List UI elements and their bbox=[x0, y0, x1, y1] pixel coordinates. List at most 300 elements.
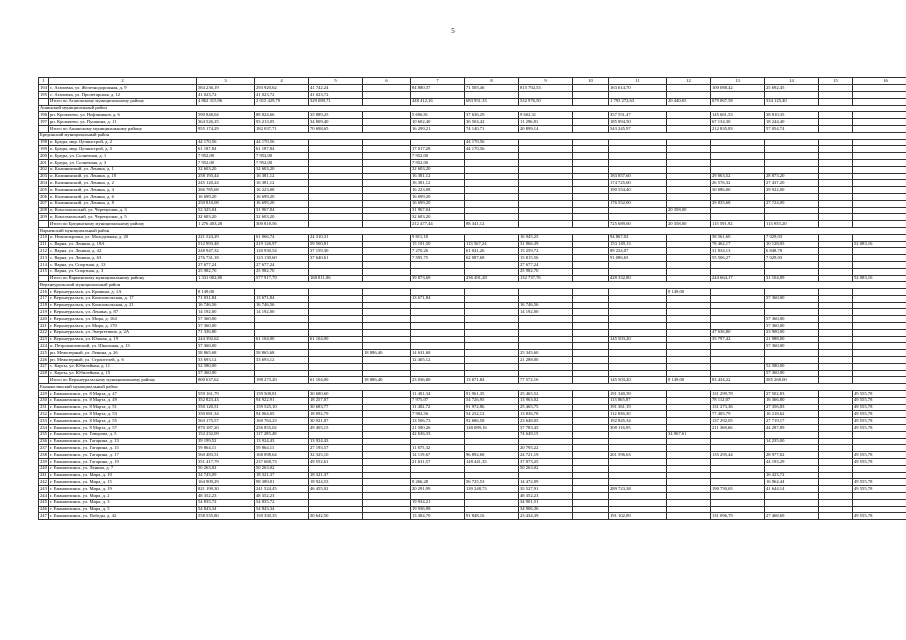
amount-cell bbox=[819, 275, 853, 282]
amount-cell: 248 947,32 bbox=[197, 248, 255, 255]
amount-cell: 150 330,35 bbox=[255, 513, 309, 520]
amount-cell bbox=[363, 119, 411, 126]
amount-cell: 27 468,69 bbox=[765, 513, 819, 520]
amount-cell: 31 066,39 bbox=[519, 241, 573, 248]
address-cell: с. Карсы, ул. Юбилейная, д. 11 bbox=[49, 363, 197, 370]
amount-cell: 78 462,17 bbox=[711, 241, 765, 248]
amount-cell bbox=[667, 452, 711, 459]
amount-cell: 112 836,30 bbox=[609, 411, 667, 418]
amount-cell: 49 555,78 bbox=[853, 425, 906, 432]
amount-cell bbox=[573, 329, 609, 336]
address-cell: рп. Межозерный, ул. Строителей, д. 6 bbox=[49, 357, 197, 364]
amount-cell bbox=[853, 316, 906, 323]
amount-cell: 25 465,52 bbox=[519, 391, 573, 398]
amount-cell: 191 102,89 bbox=[609, 513, 667, 520]
amount-cell bbox=[573, 98, 609, 105]
row-number: 208 bbox=[40, 207, 47, 213]
table-row bbox=[39, 207, 906, 214]
table-row bbox=[39, 418, 906, 425]
amount-cell bbox=[309, 295, 363, 302]
amount-cell: 163 614,70 bbox=[609, 85, 667, 92]
amount-cell: 18 886,40 bbox=[363, 350, 411, 357]
amount-cell: 20 358,00 bbox=[667, 221, 711, 228]
amount-cell: 91 961,35 bbox=[465, 391, 519, 398]
amount-cell bbox=[667, 214, 711, 221]
amount-cell bbox=[819, 479, 853, 486]
amount-cell: 7 902,56 bbox=[411, 411, 465, 418]
amount-cell: 25 345,60 bbox=[519, 350, 573, 357]
amount-cell bbox=[819, 397, 853, 404]
amount-cell bbox=[309, 302, 363, 309]
amount-cell: 28 873,20 bbox=[765, 173, 819, 180]
amount-cell bbox=[853, 295, 906, 302]
amount-cell: 237 668,73 bbox=[255, 459, 309, 466]
amount-cell bbox=[363, 499, 411, 506]
amount-cell: 131 096,79 bbox=[711, 513, 765, 520]
amount-cell: 236 491,28 bbox=[465, 275, 519, 282]
address-cell: г. Еманжелинск, ул. Гагарина, д. 19 bbox=[49, 459, 197, 466]
amount-cell bbox=[363, 207, 411, 214]
amount-cell bbox=[711, 193, 765, 200]
amount-cell bbox=[573, 459, 609, 466]
amount-cell bbox=[819, 329, 853, 336]
amount-cell bbox=[667, 316, 711, 323]
amount-cell bbox=[819, 187, 853, 194]
amount-cell: 8 149,00 bbox=[667, 377, 711, 384]
amount-cell bbox=[465, 302, 519, 309]
amount-cell bbox=[519, 159, 573, 166]
amount-cell: 96 892,68 bbox=[465, 452, 519, 459]
amount-cell: 308 116,95 bbox=[609, 425, 667, 432]
row-number: 247 bbox=[40, 512, 47, 518]
table-row bbox=[39, 431, 906, 438]
address-cell: с. Агаповка, ул. Пролетарская, д. 12 bbox=[49, 91, 197, 98]
amount-cell: 385 268,00 bbox=[765, 377, 819, 384]
amount-cell bbox=[519, 336, 573, 343]
amount-cell: 16 699,20 bbox=[411, 193, 465, 200]
amount-cell: 32 603,20 bbox=[197, 214, 255, 221]
amount-cell bbox=[465, 336, 519, 343]
amount-cell: 23 036,80 bbox=[411, 377, 465, 384]
amount-cell bbox=[853, 357, 906, 364]
amount-cell bbox=[309, 357, 363, 364]
amount-cell: 955 174,29 bbox=[197, 125, 255, 132]
amount-cell: 50 263,02 bbox=[197, 465, 255, 472]
amount-cell bbox=[609, 309, 667, 316]
amount-cell bbox=[465, 438, 519, 445]
amount-cell bbox=[853, 139, 906, 146]
amount-cell bbox=[667, 329, 711, 336]
amount-cell bbox=[255, 370, 309, 377]
amount-cell bbox=[711, 438, 765, 445]
amount-cell: 59 864,11 bbox=[255, 445, 309, 452]
amount-cell: 54 835,72 bbox=[197, 499, 255, 506]
amount-cell bbox=[819, 343, 853, 350]
amount-cell: 289 723,38 bbox=[609, 486, 667, 493]
amount-cell bbox=[853, 499, 906, 506]
amount-cell bbox=[363, 295, 411, 302]
amount-cell bbox=[519, 472, 573, 479]
amount-cell: 74 140,71 bbox=[465, 125, 519, 132]
amount-cell bbox=[819, 91, 853, 98]
amount-cell bbox=[465, 268, 519, 275]
amount-cell: 18 257,87 bbox=[309, 397, 363, 404]
amount-cell: 164 909,29 bbox=[197, 479, 255, 486]
row-number: 209 bbox=[40, 213, 47, 219]
amount-cell bbox=[667, 125, 711, 132]
amount-cell bbox=[609, 445, 667, 452]
amount-cell bbox=[465, 445, 519, 452]
amount-cell bbox=[573, 472, 609, 479]
amount-cell bbox=[819, 255, 853, 262]
amount-cell bbox=[667, 268, 711, 275]
amount-cell: 41 023,72 bbox=[309, 91, 363, 98]
amount-cell bbox=[363, 85, 411, 92]
amount-cell bbox=[765, 193, 819, 200]
table-row bbox=[39, 309, 906, 316]
amount-cell: 77 405,79 bbox=[711, 411, 765, 418]
amount-cell bbox=[363, 459, 411, 466]
amount-cell: 88 824,66 bbox=[255, 112, 309, 119]
amount-cell bbox=[853, 493, 906, 500]
amount-cell: 32 603,20 bbox=[411, 166, 465, 173]
amount-cell: 44 170,56 bbox=[197, 139, 255, 146]
amount-cell: 59 500,81 bbox=[309, 241, 363, 248]
amount-cell bbox=[309, 261, 363, 268]
amount-cell: 27 193,57 bbox=[309, 445, 363, 452]
row-number: 206 bbox=[40, 193, 47, 199]
amount-cell bbox=[609, 207, 667, 214]
amount-cell: 59 864,11 bbox=[197, 445, 255, 452]
amount-cell: 94 064,05 bbox=[255, 411, 309, 418]
amount-cell: 24 721,19 bbox=[519, 452, 573, 459]
amount-cell: 25 692,45 bbox=[765, 85, 819, 92]
amount-cell bbox=[363, 370, 411, 377]
amount-cell: 35 527,91 bbox=[519, 486, 573, 493]
amount-cell bbox=[309, 180, 363, 187]
amount-cell bbox=[853, 234, 906, 241]
amount-cell bbox=[465, 350, 519, 357]
address-cell: п. Бреды, мкр. Целинстрой, д. 2 bbox=[49, 139, 197, 146]
amount-cell bbox=[711, 139, 765, 146]
table-row bbox=[39, 391, 906, 398]
amount-cell bbox=[363, 363, 411, 370]
row-number bbox=[39, 377, 49, 384]
amount-cell: 23 648,05 bbox=[519, 418, 573, 425]
amount-cell bbox=[363, 200, 411, 207]
amount-cell: 2 015 429,70 bbox=[255, 98, 309, 105]
amount-cell bbox=[573, 438, 609, 445]
amount-cell: 512 993,48 bbox=[197, 241, 255, 248]
amount-cell: 448 412,16 bbox=[411, 98, 465, 105]
amount-cell bbox=[667, 146, 711, 153]
amount-cell bbox=[519, 438, 573, 445]
amount-cell bbox=[411, 472, 465, 479]
table-row bbox=[39, 479, 906, 486]
amount-cell: 334 125,40 bbox=[765, 98, 819, 105]
amount-cell bbox=[711, 289, 765, 296]
amount-cell: 30 086,00 bbox=[711, 187, 765, 194]
amount-cell bbox=[573, 391, 609, 398]
amount-cell bbox=[667, 425, 711, 432]
amount-cell: 49 555,78 bbox=[853, 479, 906, 486]
amount-cell: 23 900,00 bbox=[765, 329, 819, 336]
amount-cell: 16 218,62 bbox=[765, 411, 819, 418]
amount-cell bbox=[519, 221, 573, 228]
amount-cell bbox=[765, 159, 819, 166]
table-row bbox=[39, 472, 906, 479]
amount-cell: 135 295,44 bbox=[711, 452, 765, 459]
amount-cell: 176 552,00 bbox=[609, 200, 667, 207]
amount-cell bbox=[667, 112, 711, 119]
amount-cell: 39 199,52 bbox=[197, 438, 255, 445]
table-row bbox=[39, 343, 906, 350]
amount-cell: 32 603,20 bbox=[255, 214, 309, 221]
amount-cell: 815 792,53 bbox=[519, 85, 573, 92]
amount-cell: 48 352,23 bbox=[519, 493, 573, 500]
amount-cell: 7 952,00 bbox=[255, 159, 309, 166]
row-number: 223 bbox=[40, 336, 47, 342]
amount-cell bbox=[667, 445, 711, 452]
amount-cell: 29 835,68 bbox=[711, 200, 765, 207]
amount-cell: 50 263,02 bbox=[255, 465, 309, 472]
amount-cell: 54 835,72 bbox=[255, 499, 309, 506]
amount-cell bbox=[853, 506, 906, 513]
row-number: 226 bbox=[40, 356, 47, 362]
amount-cell bbox=[819, 173, 853, 180]
amount-cell: 7 952,00 bbox=[255, 153, 309, 160]
table-row bbox=[39, 234, 906, 241]
amount-cell: 83 434,22 bbox=[711, 377, 765, 384]
amount-cell bbox=[411, 465, 465, 472]
amount-cell: 27 437,20 bbox=[765, 180, 819, 187]
amount-cell bbox=[573, 139, 609, 146]
address-cell: г. Еманжелинск, ул. Победы, д. 42 bbox=[49, 513, 197, 520]
amount-cell bbox=[853, 329, 906, 336]
amount-cell bbox=[519, 187, 573, 194]
row-number: 201 bbox=[40, 159, 47, 165]
address-cell: г. Еманжелинск, ул. 8 Марта, д. 47 bbox=[49, 391, 197, 398]
amount-cell: 35 797,42 bbox=[711, 336, 765, 343]
amount-cell: 49 555,78 bbox=[853, 452, 906, 459]
address-cell: п. Бреды, мкр. Целинстрой, д. 5 bbox=[49, 146, 197, 153]
amount-cell bbox=[765, 506, 819, 513]
amount-cell bbox=[309, 323, 363, 330]
total-row bbox=[39, 377, 906, 384]
amount-cell bbox=[411, 316, 465, 323]
row-number bbox=[39, 125, 49, 132]
amount-cell bbox=[363, 112, 411, 119]
amount-cell: 44 193,29 bbox=[765, 459, 819, 466]
amount-cell: 31 834,13 bbox=[711, 248, 765, 255]
amount-cell: 91 848,16 bbox=[465, 513, 519, 520]
amount-cell bbox=[711, 316, 765, 323]
amount-cell bbox=[363, 180, 411, 187]
amount-cell bbox=[853, 377, 906, 384]
amount-cell: 27 677,24 bbox=[255, 261, 309, 268]
amount-cell: 52 083,16 bbox=[853, 275, 906, 282]
amount-cell: 113 865,87 bbox=[609, 397, 667, 404]
amount-cell bbox=[465, 329, 519, 336]
amount-cell bbox=[309, 268, 363, 275]
amount-cell bbox=[363, 261, 411, 268]
amount-cell bbox=[609, 479, 667, 486]
amount-cell: 57 360,00 bbox=[197, 370, 255, 377]
amount-cell bbox=[667, 180, 711, 187]
amount-cell bbox=[255, 329, 309, 336]
amount-cell bbox=[609, 268, 667, 275]
table-row bbox=[39, 200, 906, 207]
table-row bbox=[39, 452, 906, 459]
amount-cell bbox=[711, 146, 765, 153]
amount-cell: 27 356,83 bbox=[765, 404, 819, 411]
amount-cell: 145 503,20 bbox=[609, 377, 667, 384]
amount-cell: 11 401,34 bbox=[411, 391, 465, 398]
amount-cell bbox=[711, 479, 765, 486]
total-row bbox=[39, 221, 906, 228]
amount-cell: 198 273,20 bbox=[255, 377, 309, 384]
amount-cell bbox=[765, 207, 819, 214]
amount-cell: 21 631,57 bbox=[411, 459, 465, 466]
amount-cell bbox=[411, 309, 465, 316]
amount-cell: 131 299,78 bbox=[711, 391, 765, 398]
amount-cell: 219 126,97 bbox=[255, 241, 309, 248]
amount-cell bbox=[573, 146, 609, 153]
amount-cell: 61 041,26 bbox=[465, 248, 519, 255]
amount-cell bbox=[363, 255, 411, 262]
row-number: 216 bbox=[40, 288, 47, 294]
amount-cell: 71 336,80 bbox=[197, 329, 255, 336]
amount-cell: 148 089,16 bbox=[465, 425, 519, 432]
row-number: 239 bbox=[40, 458, 47, 464]
amount-cell: 57 054,74 bbox=[765, 125, 819, 132]
amount-cell bbox=[309, 431, 363, 438]
amount-cell bbox=[609, 214, 667, 221]
amount-cell bbox=[573, 316, 609, 323]
amount-cell bbox=[609, 302, 667, 309]
amount-cell: 10 602,40 bbox=[411, 119, 465, 126]
amount-cell: 77 572,16 bbox=[519, 377, 573, 384]
row-number: 198 bbox=[40, 139, 47, 145]
table-row bbox=[39, 404, 906, 411]
table-row bbox=[39, 363, 906, 370]
amount-cell bbox=[667, 234, 711, 241]
amount-cell bbox=[853, 261, 906, 268]
amount-cell: 25 465,75 bbox=[519, 404, 573, 411]
amount-cell: 71 031,84 bbox=[197, 295, 255, 302]
amount-cell bbox=[363, 302, 411, 309]
amount-cell: 351 417,79 bbox=[197, 459, 255, 466]
amount-cell bbox=[711, 343, 765, 350]
amount-cell bbox=[573, 221, 609, 228]
amount-cell: 159 525,10 bbox=[255, 404, 309, 411]
row-number: 195 bbox=[40, 91, 47, 97]
amount-cell bbox=[765, 431, 819, 438]
amount-cell: 266 785,68 bbox=[197, 187, 255, 194]
amount-cell bbox=[819, 85, 853, 92]
amount-cell bbox=[765, 493, 819, 500]
table-row bbox=[39, 166, 906, 173]
amount-cell: 58 865,68 bbox=[255, 350, 309, 357]
amount-cell: 558 535,80 bbox=[197, 513, 255, 520]
amount-cell bbox=[519, 370, 573, 377]
amount-cell bbox=[667, 275, 711, 282]
amount-cell bbox=[711, 207, 765, 214]
amount-cell bbox=[465, 431, 519, 438]
amount-cell bbox=[819, 472, 853, 479]
amount-cell bbox=[519, 295, 573, 302]
amount-cell: 870 187,20 bbox=[197, 425, 255, 432]
amount-cell bbox=[411, 139, 465, 146]
amount-cell bbox=[411, 261, 465, 268]
amount-cell bbox=[711, 493, 765, 500]
amount-cell: 16 746,56 bbox=[255, 302, 309, 309]
amount-cell bbox=[573, 289, 609, 296]
amount-cell bbox=[711, 465, 765, 472]
amount-cell: 74 649,15 bbox=[519, 431, 573, 438]
amount-cell bbox=[573, 309, 609, 316]
amount-cell: 9 811,18 bbox=[411, 234, 465, 241]
row-number: 242 bbox=[40, 479, 47, 484]
amount-cell bbox=[573, 193, 609, 200]
amount-cell: 300 818,56 bbox=[255, 221, 309, 228]
amount-cell: 123 139,60 bbox=[255, 255, 309, 262]
table-row bbox=[39, 329, 906, 336]
row-number: 220 bbox=[40, 315, 47, 321]
row-number: 215 bbox=[40, 268, 47, 274]
amount-cell bbox=[819, 295, 853, 302]
amount-cell bbox=[309, 316, 363, 323]
amount-cell bbox=[667, 241, 711, 248]
table-row bbox=[39, 323, 906, 330]
amount-cell: 55 506,27 bbox=[711, 255, 765, 262]
amount-cell bbox=[573, 350, 609, 357]
amount-cell bbox=[819, 309, 853, 316]
amount-cell bbox=[667, 200, 711, 207]
row-number: 232 bbox=[40, 411, 47, 417]
address-cell: Итого по Ашинскому муниципальному району bbox=[49, 125, 197, 132]
amount-cell: 244 392,62 bbox=[197, 336, 255, 343]
amount-cell bbox=[819, 146, 853, 153]
address-cell: г. Верхнеуральск, ул. Мира, д. 170 bbox=[49, 323, 197, 330]
amount-cell bbox=[667, 323, 711, 330]
amount-cell: 168 811,06 bbox=[309, 275, 363, 282]
amount-cell bbox=[363, 98, 411, 105]
amount-cell: 543 245,97 bbox=[609, 125, 667, 132]
amount-cell bbox=[765, 499, 819, 506]
amount-cell bbox=[363, 125, 411, 132]
amount-cell: 21 288,00 bbox=[519, 357, 573, 364]
amount-cell: 92 686,58 bbox=[465, 418, 519, 425]
amount-cell bbox=[667, 357, 711, 364]
amount-cell bbox=[411, 363, 465, 370]
amount-cell bbox=[465, 159, 519, 166]
amount-cell bbox=[465, 91, 519, 98]
amount-cell: 16 381,12 bbox=[411, 173, 465, 180]
amount-cell bbox=[573, 268, 609, 275]
amount-cell: 7 952,00 bbox=[411, 159, 465, 166]
amount-cell bbox=[363, 513, 411, 520]
amount-cell: 71 505,46 bbox=[465, 85, 519, 92]
amount-cell: 37 873,25 bbox=[519, 459, 573, 466]
amount-cell: 57 360,00 bbox=[765, 295, 819, 302]
amount-cell: 364 526,25 bbox=[197, 119, 255, 126]
amount-cell: 49 555,78 bbox=[853, 391, 906, 398]
amount-cell bbox=[363, 418, 411, 425]
amount-cell bbox=[363, 336, 411, 343]
table-row bbox=[39, 336, 906, 343]
amount-cell bbox=[609, 506, 667, 513]
